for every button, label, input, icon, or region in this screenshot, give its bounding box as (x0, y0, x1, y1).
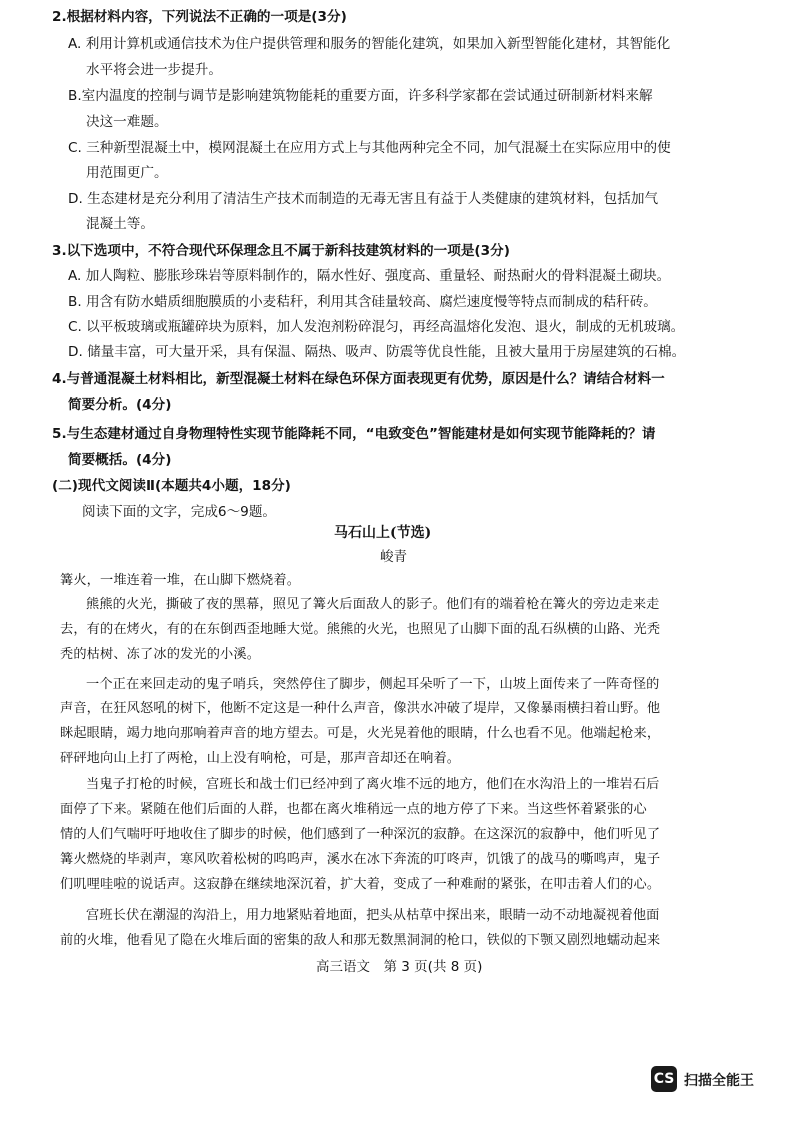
passage-paragraph-4-line: 篝火燃烧的毕剥声，寒风吹着松树的呜呜声，溪水在冰下奔流的叮咚声，饥饿了的战马的嘶鸣声，鬼子 (60, 852, 661, 867)
q3-option-a: A. 加人陶粒、膨胀珍珠岩等原料制作的，隔水性好、强度高、重量轻、耐热耐火的骨料混凝土砌块。 (68, 268, 671, 284)
passage-paragraph-4-line: 们叽哩哇啦的说话声。这寂静在继续地深沉着，扩大着，变成了一种难耐的紧张，在叩击着人们的心。 (60, 877, 661, 892)
passage-paragraph-2-line: 秃的枯树、冻了冰的发光的小溪。 (60, 647, 261, 662)
passage-paragraph-5: 宫班长伏在潮湿的沟沿上，用力地紧贴着地面，把头从枯草中探出来，眼睛一动不动地凝视着他面 (86, 908, 660, 923)
q2-option-d: D. 生态建材是充分利用了清洁生产技术而制造的无毒无害且有益于人类健康的建筑材料，包括加气 (68, 191, 659, 207)
q2-option-b-cont: 决这一难题。 (86, 114, 168, 130)
passage-author: 峻青 (380, 549, 407, 565)
q2-option-d-cont: 混凝土等。 (86, 216, 154, 232)
passage-title: 马石山上(节选) (334, 525, 432, 541)
passage-paragraph-4-line: 情的人们气喘吁吁地收住了脚步的时候，他们感到了一种深沉的寂静。在这深沉的寂静中，他们听见了 (60, 827, 661, 842)
passage-paragraph-2-line: 去，有的在烤火，有的在东倒西歪地睡大觉。熊熊的火光，也照见了山脚下面的乱石纵横的山路、光秃 (60, 622, 661, 637)
passage-paragraph-3-line: 眯起眼睛，竭力地向那响着声音的地方望去。可是，火光晃着他的眼睛，什么也看不见。他端起枪来， (60, 726, 661, 741)
scanner-brand-label: 扫描全能王 (684, 1073, 754, 1089)
passage-paragraph-3-line: 砰砰地向山上打了两枪，山上没有响枪，可是，那声音却还在响着。 (60, 751, 461, 766)
q2-option-c-cont: 用范围更广。 (86, 165, 168, 181)
question-3-stem: 3.以下选项中，不符合现代环保理念且不属于新科技建筑材料的一项是(3分) (52, 243, 510, 259)
q2-option-b: B.室内温度的控制与调节是影响建筑物能耗的重要方面，许多科学家都在尝试通过研制新材料来解 (68, 88, 653, 104)
q3-option-d: D. 储量丰富，可大量开采，具有保温、隔热、吸声、防震等优良性能，且被大量用于房屋建筑的石棉。 (68, 344, 686, 360)
question-4-stem-cont: 简要分析。(4分) (68, 397, 172, 413)
passage-paragraph-2: 熊熊的火光，撕破了夜的黑幕，照见了篝火后面敌人的影子。他们有的端着枪在篝火的旁边走来走 (86, 597, 660, 612)
section-heading: (二)现代文阅读Ⅱ(本题共4小题，18分) (52, 478, 291, 494)
q2-option-c: C. 三种新型混凝土中，模网混凝土在应用方式上与其他两种完全不同，加气混凝土在实际应用中的使 (68, 140, 671, 156)
q2-option-a-cont: 水平将会进一步提升。 (86, 62, 222, 78)
question-5-stem-cont: 简要概括。(4分) (68, 452, 172, 468)
question-2-stem: 2.根据材料内容，下列说法不正确的一项是(3分) (52, 9, 347, 25)
passage-paragraph-3: 一个正在来回走动的鬼子哨兵，突然停住了脚步，侧起耳朵听了一下，山坡上面传来了一阵奇怪的 (86, 677, 660, 692)
camscanner-logo-icon: CS (651, 1066, 677, 1092)
q3-option-b: B. 用含有防水蜡质细胞膜质的小麦秸秆，利用其含硅量较高、腐烂速度慢等特点而制成的秸秆砖。 (68, 294, 657, 310)
q3-option-c: C. 以平板玻璃或瓶罐碎块为原料，加人发泡剂粉碎混匀，再经高温熔化发泡、退火，制成的无机玻璃。 (68, 319, 685, 335)
passage-paragraph-3-line: 声音，在狂风怒吼的树下，他断不定这是一种什么声音，像洪水冲破了堤岸，又像暴雨横扫着山野。他 (60, 701, 661, 716)
passage-paragraph-1: 篝火，一堆连着一堆，在山脚下燃烧着。 (60, 573, 301, 588)
passage-paragraph-4: 当鬼子打枪的时候，宫班长和战士们已经冲到了离火堆不远的地方，他们在水沟沿上的一堆岩石后 (86, 777, 660, 792)
page-footer: 高三语文 第 3 页(共 8 页) (316, 959, 483, 975)
passage-paragraph-5-line: 前的火堆，他看见了隐在火堆后面的密集的敌人和那无数黑洞洞的枪口，铁似的下颚又剧烈地蠕动起来 (60, 933, 661, 948)
reading-instruction: 阅读下面的文字，完成6～9题。 (82, 504, 277, 520)
question-5-stem: 5.与生态建材通过自身物理特性实现节能降耗不同，“电致变色”智能建材是如何实现节能降耗的？请 (52, 426, 656, 442)
question-4-stem: 4.与普通混凝土材料相比，新型混凝土材料在绿色环保方面表现更有优势，原因是什么？请结合材料一 (52, 371, 665, 387)
q2-option-a: A. 利用计算机或通信技术为住户提供管理和服务的智能化建筑，如果加入新型智能化建材，其智能化 (68, 36, 671, 52)
passage-paragraph-4-line: 面停了下来。紧随在他们后面的人群，也都在离火堆稍远一点的地方停了下来。当这些怀着紧张的心 (60, 802, 647, 817)
